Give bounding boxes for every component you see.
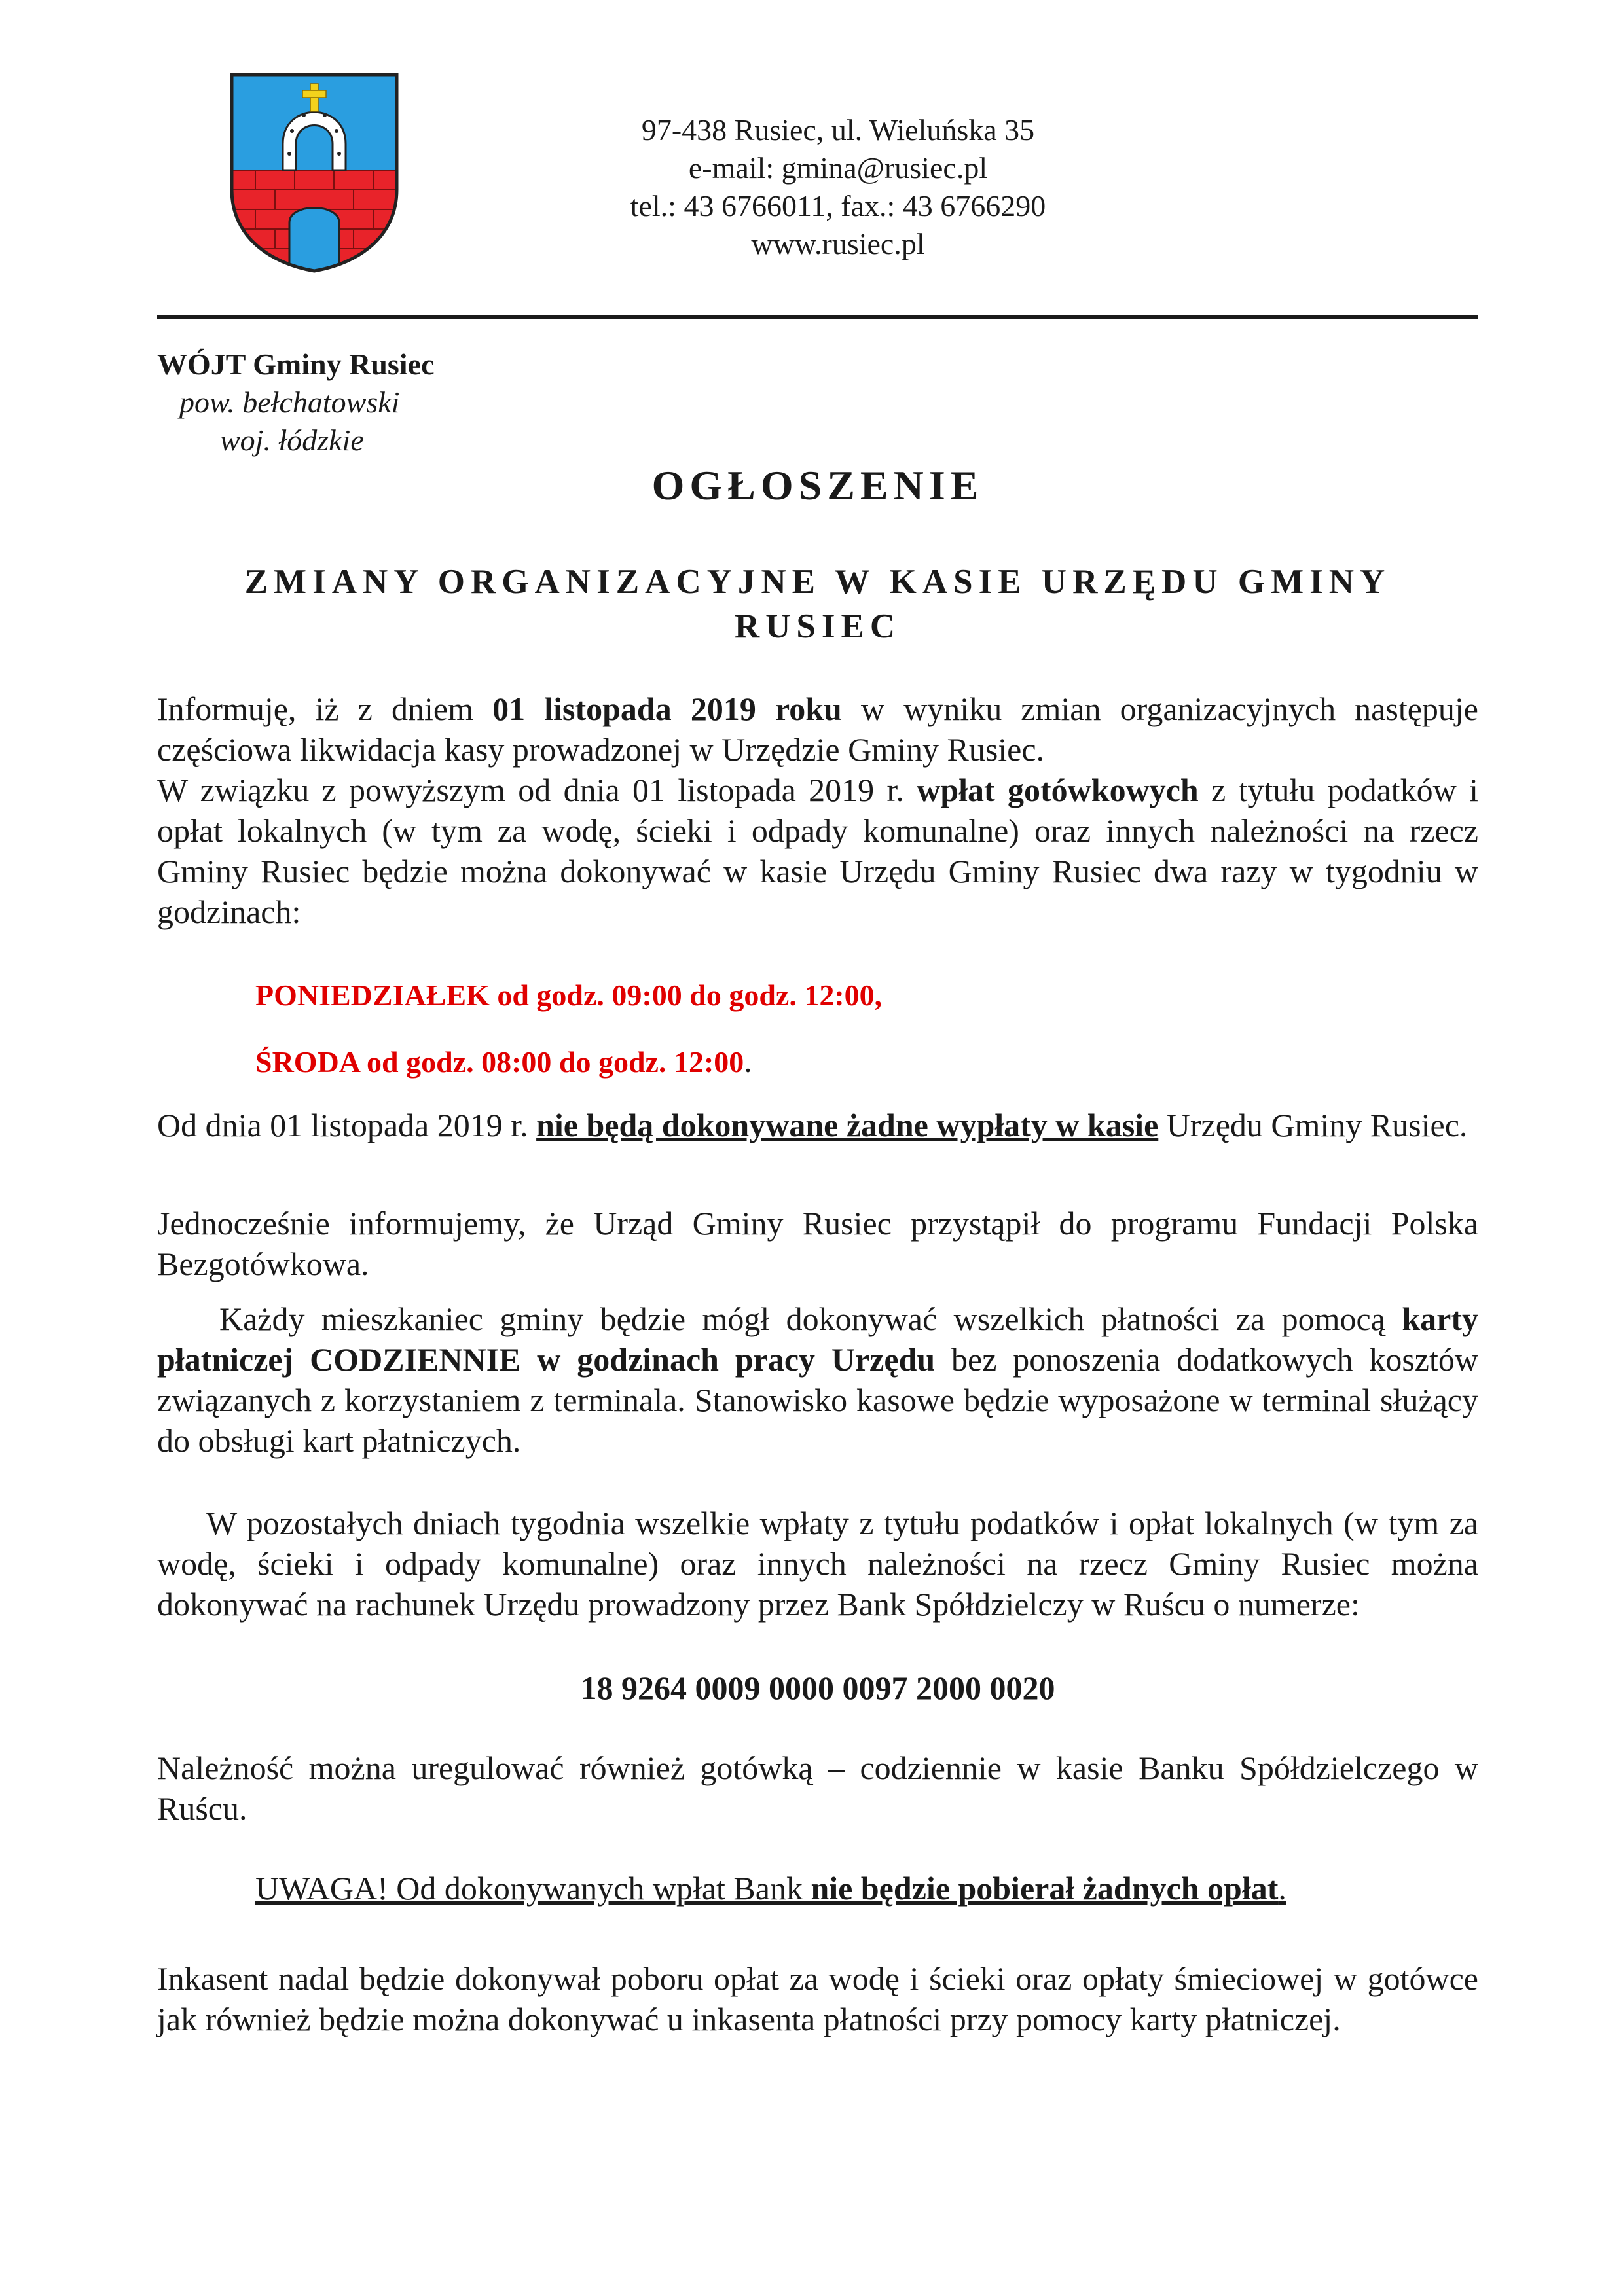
email-line[interactable]: e-mail: gmina@rusiec.pl	[688, 151, 988, 185]
announcement-title: OGŁOSZENIE	[651, 462, 984, 509]
paragraph-bank-transfer: W pozostałych dniach tygodnia wszelkie wpłaty z tytułu podatków i opłat lokalnych (w tym za wodę, ścieki i odpady komunalne) oraz innych należności na rzecz Gminy Rusiec można dokonywać na rachunek Urzędu prowadzony przez Bank Spółdzielczy w Ruścu o numerze:	[157, 1505, 1478, 1623]
paragraph-card-payments: Każdy mieszkaniec gminy będzie mógł dokonywać wszelkich płatności za pomocą karty płatniczej CODZIENNIE w godzinach pracy Urzędu bez ponoszenia dodatkowych kosztów związanych z korzystaniem z terminala. Stanowisko kasowe będzie wyposażone w terminal służący do obsługi kart płatniczych.	[157, 1300, 1478, 1459]
paragraph-cashless-program: Jednocześnie informujemy, że Urząd Gminy Rusiec przystąpił do programu Fundacji Polska Bezgotówkowa.	[157, 1205, 1478, 1282]
issuer-county: pow. bełchatowski	[179, 386, 400, 419]
paragraph-no-withdrawals: Od dnia 01 listopada 2019 r. nie będą dokonywane żadne wypłaty w kasie Urzędu Gminy Rusiec.	[157, 1107, 1468, 1143]
paragraph-bank-cash: Należność można uregulować również gotówką – codziennie w kasie Banku Spółdzielczego w Ruścu.	[157, 1749, 1478, 1827]
intro-paragraphs	[157, 689, 1478, 932]
paragraph-intro: Informuję, iż z dniem 01 listopada 2019 roku w wyniku zmian organizacyjnych następuje częściowa likwidacja kasy prowadzonej w Urzędzie Gminy Rusiec.	[157, 691, 1479, 768]
opening-hours-2	[157, 1041, 1478, 1083]
address-line: 97-438 Rusiec, ul. Wieluńska 35	[641, 113, 1035, 147]
issuer-voivodeship: woj. łódzkie	[220, 423, 364, 457]
header-divider	[157, 315, 1478, 319]
notice-line: UWAGA! Od dokonywanych wpłat Bank nie będzie pobierał żadnych opłat.	[255, 1870, 1286, 1907]
contact-block	[524, 111, 1152, 263]
announcement-subtitle	[157, 560, 1478, 649]
phone-fax-line: tel.: 43 6766011, fax.: 43 6766290	[630, 189, 1046, 223]
subtitle-line: ZMIANY ORGANIZACYJNE W KASIE URZĘDU GMINY	[244, 563, 1391, 601]
rusiec-coat-of-arms	[229, 72, 399, 274]
issuer-title: WÓJT Gminy Rusiec	[157, 348, 435, 381]
subtitle-line: RUSIEC	[734, 607, 902, 645]
account-number: 18 9264 0009 0000 0097 2000 0020	[580, 1670, 1055, 1706]
issuer-block	[157, 346, 434, 459]
hours-wednesday: ŚRODA od godz. 08:00 do godz. 12:00.	[255, 1043, 752, 1079]
hours-monday: PONIEDZIAŁEK od godz. 09:00 do godz. 12:00,	[255, 978, 883, 1012]
opening-hours	[157, 974, 1478, 1016]
paragraph-cash-payments: W związku z powyższym od dnia 01 listopada 2019 r. wpłat gotówkowych z tytułu podatków i opłat lokalnych (w tym za wodę, ścieki i odpady komunalne) oraz innych należności na rzecz Gminy Rusiec będzie można dokonywać w kasie Urzędu Gminy Rusiec dwa razy w tygodniu w godzinach:	[157, 772, 1478, 930]
website-line[interactable]: www.rusiec.pl	[751, 227, 925, 260]
paragraph-collector: Inkasent nadal będzie dokonywał poboru opłat za wodę i ścieki oraz opłaty śmieciowej w gotówce jak również będzie można dokonywać u inkasenta płatności przy pomocy karty płatniczej.	[157, 1960, 1478, 2037]
